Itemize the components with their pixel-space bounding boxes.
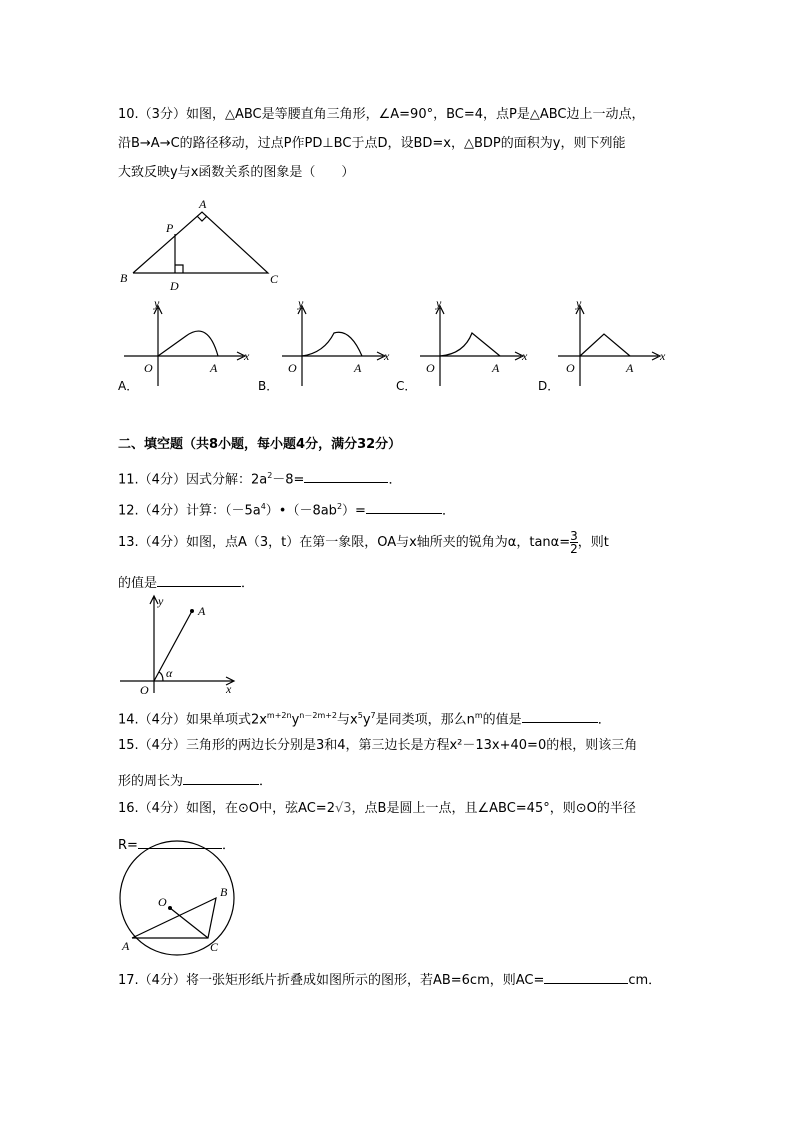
q16-line2: R= bbox=[118, 838, 138, 853]
q13-labels-O: O bbox=[140, 683, 149, 697]
q10-graph_labels-y: y bbox=[154, 296, 160, 310]
fraction-3-2 bbox=[570, 530, 578, 555]
q10-graph_labels-y: y bbox=[576, 296, 582, 310]
q10-graph_labels-O: O bbox=[426, 361, 435, 375]
q11 bbox=[118, 468, 401, 488]
q10-graph_labels-y: y bbox=[436, 296, 442, 310]
graph-option-b bbox=[258, 296, 390, 375]
q10-graph_labels-y: y bbox=[298, 296, 304, 310]
q15-line2: 形的周长为 bbox=[118, 774, 184, 789]
q14-end: ． bbox=[597, 712, 611, 728]
q12-mid: ）•（－8ab bbox=[265, 503, 337, 519]
q14-exp5: m bbox=[474, 711, 483, 720]
q16-labels-C: C bbox=[210, 940, 219, 954]
option-d[interactable]: D． bbox=[538, 379, 560, 393]
q14-answer-blank[interactable] bbox=[522, 709, 598, 723]
label-D: D bbox=[170, 279, 179, 293]
q13-tail: ，则t bbox=[577, 535, 609, 550]
q17-end: cm． bbox=[628, 973, 662, 988]
q14-y2: y bbox=[362, 712, 371, 728]
section-heading: 二、填空题（共8小题，每小题4分，满分32分） bbox=[118, 437, 402, 452]
q12-answer-blank[interactable] bbox=[366, 500, 442, 514]
q16-line1a: 16.（4分）如图，在⊙O中，弦AC=2 bbox=[118, 801, 335, 816]
label-C: C bbox=[270, 272, 279, 286]
q12-exp1: 4 bbox=[260, 502, 266, 511]
q17 bbox=[118, 970, 661, 989]
q15-end: ． bbox=[259, 774, 273, 789]
label-P: P bbox=[166, 221, 174, 235]
q10-line2: 沿B→A→C的路径移动，过点P作PD⊥BC于点D，设BD=x，△BDP的面积为y，则下列能 bbox=[118, 136, 626, 151]
q16-line1 bbox=[118, 801, 636, 817]
q12-end: ． bbox=[441, 503, 455, 519]
q16-labels-A: A bbox=[122, 939, 130, 953]
graph-option-d bbox=[538, 296, 666, 375]
q10-graph_labels-O: O bbox=[144, 361, 153, 375]
q10-graph_labels-A: A bbox=[492, 361, 500, 375]
q13-num: 3 bbox=[570, 529, 578, 543]
q13-answer-blank[interactable] bbox=[157, 573, 241, 587]
q14-tail: 是同类项，那么n bbox=[375, 712, 475, 728]
label-B: B bbox=[120, 271, 128, 285]
graph-option-a bbox=[118, 296, 250, 375]
q15-line2 bbox=[118, 771, 272, 790]
q12-text: 12.（4分）计算：（－5a bbox=[118, 503, 261, 519]
q17-answer-blank[interactable] bbox=[544, 970, 628, 984]
q10-graph_labels-x: x bbox=[244, 349, 250, 363]
q12 bbox=[118, 499, 455, 519]
q15-line1: 15.（4分）三角形的两边长分别是3和4，第三边长是方程x²－13x+40=0的根，则该三角 bbox=[118, 738, 638, 753]
q11-tail: －8= bbox=[272, 472, 305, 488]
q16-labels-B: B bbox=[220, 885, 228, 899]
q13-line1 bbox=[118, 530, 609, 555]
q14-exp3: 5 bbox=[357, 711, 363, 720]
q13-labels-y: y bbox=[158, 594, 164, 608]
q13-labels-A: A bbox=[198, 604, 206, 618]
q13-labels-alpha: α bbox=[166, 666, 173, 680]
option-b[interactable]: B． bbox=[258, 379, 279, 393]
q14-exp4: 7 bbox=[370, 711, 376, 720]
q12-tail: ）= bbox=[342, 503, 366, 519]
q16-sqrt: √3 bbox=[334, 801, 352, 816]
q17-text: 17.（4分）将一张矩形纸片折叠成如图所示的图形，若AB=6cm，则AC= bbox=[118, 973, 545, 988]
q11-answer-blank[interactable] bbox=[304, 469, 388, 483]
q14-text: 14.（4分）如果单项式2x bbox=[118, 712, 267, 728]
q10-graph_labels-x: x bbox=[522, 349, 528, 363]
q14 bbox=[118, 708, 611, 728]
q11-exp: 2 bbox=[267, 471, 273, 480]
q10-line1: 10.（3分）如图，△ABC是等腰直角三角形，∠A=90°，BC=4，点P是△ABC边上一动点， bbox=[118, 107, 645, 122]
option-a[interactable]: A． bbox=[118, 379, 139, 393]
q15-answer-blank[interactable] bbox=[183, 771, 259, 785]
q13-den: 2 bbox=[570, 542, 578, 556]
q10-graph_labels-O: O bbox=[288, 361, 297, 375]
q13-text: 13.（4分）如图，点A（3，t）在第一象限，OA与x轴所夹的锐角为α，tanα= bbox=[118, 535, 571, 550]
q16-line1b: ，点B是圆上一点，且∠ABC=45°，则⊙O的半径 bbox=[351, 801, 636, 816]
option-c[interactable]: C． bbox=[396, 379, 417, 393]
q14-tail2: 的值是 bbox=[482, 712, 522, 728]
q10-graph_labels-O: O bbox=[566, 361, 575, 375]
q10-graph_labels-x: x bbox=[660, 349, 666, 363]
q13-line2: 的值是 bbox=[118, 576, 158, 591]
q16-end: ． bbox=[221, 838, 235, 853]
q11-end: ． bbox=[388, 472, 402, 488]
q11-text: 11.（4分）因式分解：2a bbox=[118, 472, 268, 488]
label-A: A bbox=[199, 197, 207, 211]
q13-end: ． bbox=[241, 576, 255, 591]
q13-labels-x: x bbox=[226, 682, 232, 696]
graph-option-c bbox=[396, 296, 528, 375]
q14-exp2: n－2m+2 bbox=[299, 711, 338, 720]
q12-exp2: 2 bbox=[336, 502, 343, 511]
q13-line2 bbox=[118, 573, 254, 592]
q14-mid: 与x bbox=[337, 712, 358, 728]
q10-graph_labels-A: A bbox=[626, 361, 634, 375]
q10-graph_labels-x: x bbox=[384, 349, 390, 363]
q16-line2 bbox=[118, 835, 235, 854]
q14-exp1: m+2n bbox=[266, 711, 292, 720]
q10-graph_labels-A: A bbox=[210, 361, 218, 375]
q14-y: y bbox=[291, 712, 300, 728]
q16-labels-O: O bbox=[158, 895, 167, 909]
q10-line3: 大致反映y与x函数关系的图象是（ ） bbox=[118, 165, 355, 180]
q10-graph_labels-A: A bbox=[354, 361, 362, 375]
